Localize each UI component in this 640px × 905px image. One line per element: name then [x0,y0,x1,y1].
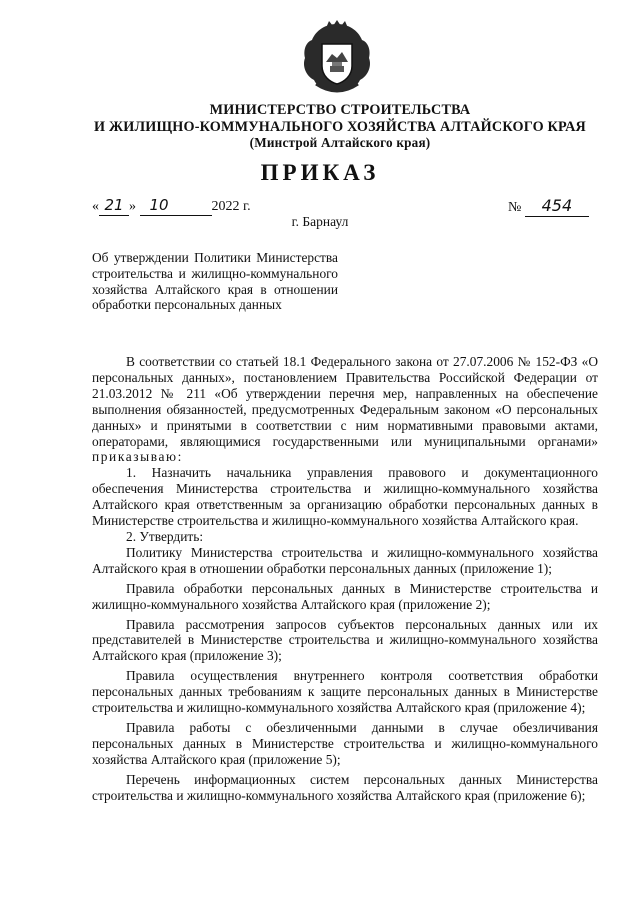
document-title: ПРИКАЗ [260,160,380,185]
ministry-name-line1: МИНИСТЕРСТВО СТРОИТЕЛЬСТВА [209,102,471,118]
approve-item-3: Правила рассмотрения запросов субъектов персональных данных или их представителей в Министерстве строительства и жилищно-коммунального хозяйства Алтайского края (приложение 3); [92,616,598,664]
ministry-name-line2: И ЖИЛИЩНО-КОММУНАЛЬНОГО ХОЗЯЙСТВА АЛТАЙСКОГО КРАЯ [94,119,586,135]
date-day: 21 [104,196,124,214]
date-month: 10 [149,196,169,214]
order-body [92,354,598,803]
approve-item-4: Правила осуществления внутреннего контроля соответствия обработки персональных данных требованиям к защите персональных данных в Министерстве строительства и жилищно-коммунального хозяйства Алтайского края (приложение 4); [92,668,598,716]
approve-item-5: Правила работы с обезличенными данными в случае обезличивания персональных данных в Министерстве строительства и жилищно-коммунального хозяйства Алтайского края (приложение 5); [92,719,598,767]
date-year: 2022 г. [211,199,251,214]
approve-item-2: Правила обработки персональных данных в Министерстве строительства и жилищно-коммунального хозяйства Алтайского края (приложение 2); [92,580,598,612]
order-subject: Об утверждении Политики Министерства строительства и жилищно-коммунального хозяйства Алтайского края в отношении обработки персональных данных [92,250,338,313]
ministry-short-name: (Минстрой Алтайского края) [249,135,431,150]
item-2: 2. Утвердить: [126,528,204,544]
order-date [92,196,251,216]
preamble-paragraph [92,354,598,465]
number-value: 454 [541,196,573,215]
date-open-quote: « [92,199,99,214]
preamble-text: В соответствии со статьей 18.1 Федерального закона от 27.07.2006 № 152-ФЗ «О персональных данных», постановлением Правительства Российской Федерации от 21.03.2012 № 211 «Об утверждении перечня мер, направленных на обеспечение выполнения обязанностей, предусмотренных Федеральным законом «О персональных данных» и принятыми в соответствии с ним нормативными правовыми актами, операторами, являющимися государственными или муниципальными органами» [92,354,598,449]
approve-item-1: Политику Министерства строительства и жилищно-коммунального хозяйства Алтайского края в отношении обработки персональных данных (приложение 1); [92,544,598,576]
approve-item-6: Перечень информационных систем персональных данных Министерства строительства и жилищно-коммунального хозяйства Алтайского края (приложение 6); [92,771,598,803]
item-1: 1. Назначить начальника управления правового и документационного обеспечения Министерства строительства и жилищно-коммунального хозяйства Алтайского края ответственным за организацию обработки персональных данных в Министерстве строительства и жилищно-коммунального хозяйства Алтайского края. [92,465,598,529]
date-close-quote: » [129,199,136,214]
number-label: № [508,200,522,215]
issue-city: г. Барнаул [291,214,349,229]
order-word: приказываю: [92,449,183,465]
coat-of-arms-icon [296,18,378,100]
